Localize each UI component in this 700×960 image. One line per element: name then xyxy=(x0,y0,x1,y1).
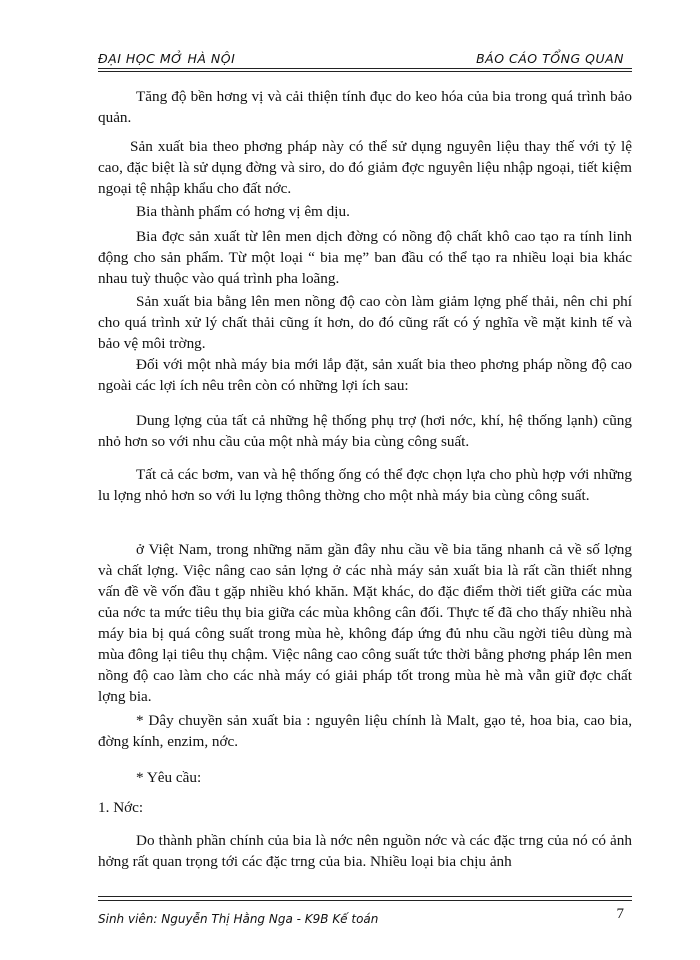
section-heading: 1. Nớc: xyxy=(98,799,144,816)
paragraph: Tăng độ bền hơng vị và cải thiện tính đục do keo hóa của bia trong quá trình bảo quản. xyxy=(98,88,632,126)
page-header xyxy=(98,47,628,69)
header-rule-double xyxy=(98,71,632,72)
paragraph: Dung lợng của tất cả những hệ thống phụ trợ (hơi nớc, khí, hệ thống lạnh) cũng nhỏ hơn so với nhu cầu của một nhà máy bia cùng công suất. xyxy=(98,412,632,450)
footer-rule xyxy=(98,896,632,897)
paragraph: Đối với một nhà máy bia mới lắp đặt, sản xuất bia theo phơng pháp nồng độ cao ngoài các lợi ích nêu trên còn có những lợi ích sau: xyxy=(98,356,632,394)
paragraph: Tất cả các bơm, van và hệ thống ống có thể đợc chọn lựa cho phù hợp với những lu lợng nhỏ hơn so với lu lợng thông thờng cho một nhà máy bia cùng công suất. xyxy=(98,466,632,504)
header-rule xyxy=(98,68,632,69)
paragraph: Bia thành phẩm có hơng vị êm dịu. xyxy=(136,203,350,220)
paragraph: ở Việt Nam, trong những năm gần đây nhu cầu về bia tăng nhanh cả về số lợng và chất lợng. Việc nâng cao sản lợng ở các nhà máy sản xuất bia là rất cần thiết nhng vấn đề về vốn đầu t gặp nhiều khó khăn. Mặt khác, do đặc điểm thời tiết giữa các mùa của nớc ta mức tiêu thụ bia giữa các mùa không cân đối. Thực tế đã cho thấy nhiều nhà máy bia bị quá công suất trong mùa hè, không đáp ứng đủ nhu cầu ngời tiêu dùng mà mùa đông lại tiêu thụ chậm. Việc nâng cao công suất tức thời bằng phơng pháp lên men nồng độ cao làm cho các nhà máy có giải pháp tốt trong mùa hè mà vẫn giữ đợc chất lợng bia. xyxy=(98,541,632,705)
page-footer xyxy=(98,906,632,932)
header-university: ĐẠI HỌC MỞ HÀ NỘI xyxy=(98,51,236,66)
page-number: 7 xyxy=(616,906,624,922)
paragraph: Do thành phần chính của bia là nớc nên nguồn nớc và các đặc trng của nó có ảnh hởng rất quan trọng tới các đặc trng của bia. Nhiều loại bia chịu ảnh xyxy=(98,832,632,870)
paragraph: Sản xuất bia bằng lên men nồng độ cao còn làm giảm lợng phế thải, nên chi phí cho quá trình xử lý chất thải cũng ít hơn, do đó cũng rất có ý nghĩa về mặt kinh tế và bảo vệ môi trờng. xyxy=(98,293,632,352)
header-report-title: BÁO CÁO TỔNG QUAN xyxy=(476,51,624,66)
paragraph: * Dây chuyền sản xuất bia : nguyên liệu chính là Malt, gạo tẻ, hoa bia, cao bia, đờng kính, enzim, nớc. xyxy=(98,712,632,750)
paragraph: Sản xuất bia theo phơng pháp này có thể sử dụng nguyên liệu thay thế với tỷ lệ cao, đặc biệt là sử dụng đờng và siro, do đó giảm đợc nguyên liệu nhập ngoại, tiết kiệm ngoại tệ nhập khẩu cho đất nớc. xyxy=(98,138,632,197)
paragraph: Bia đợc sản xuất từ lên men dịch đờng có nồng độ chất khô cao tạo ra tính linh động cho sản phẩm. Từ một loại “ bia mẹ” ban đầu có thể tạo ra nhiều loại bia khác nhau tuỳ thuộc vào quá trình pha loãng. xyxy=(98,228,632,287)
paragraph: * Yêu cầu: xyxy=(136,769,202,786)
footer-student-credit: Sinh viên: Nguyễn Thị Hằng Nga - K9B Kế toán xyxy=(98,912,379,926)
footer-rule-double xyxy=(98,900,632,901)
